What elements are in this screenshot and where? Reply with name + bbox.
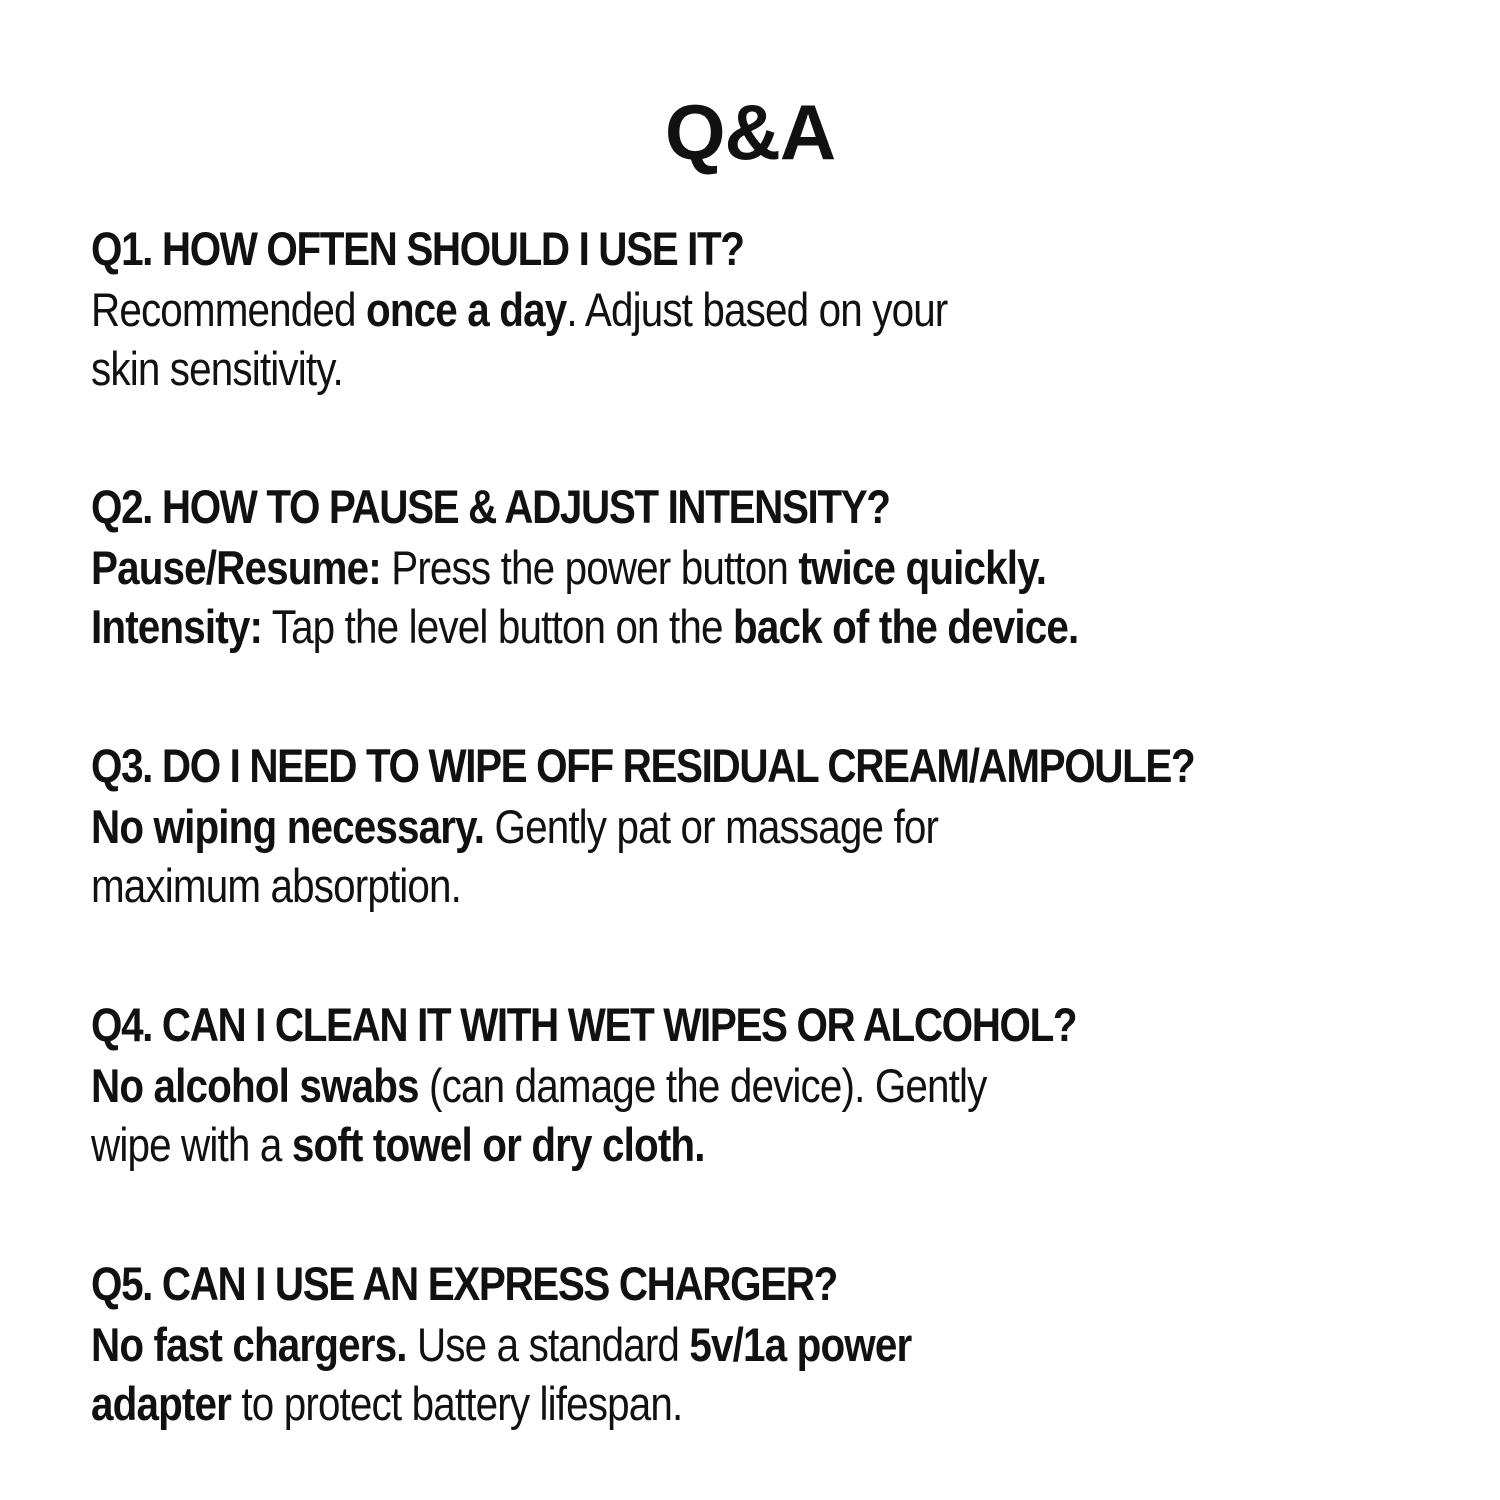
answer-emphasis: soft towel or dry cloth.	[291, 1118, 705, 1171]
answer-text: maximum absorption.	[91, 859, 462, 912]
answer-text: wipe with a	[91, 1118, 292, 1171]
answer-4-line-2	[91, 1115, 1407, 1174]
qa-item-3	[91, 737, 1411, 915]
answer-emphasis: No wiping necessary.	[91, 800, 485, 853]
answer-text: . Adjust based on your	[566, 283, 948, 336]
answer-1-line-2	[91, 339, 1407, 398]
answer-emphasis: once a day	[366, 283, 567, 336]
question-2: Q2. HOW TO PAUSE & ADJUST INTENSITY?	[91, 480, 890, 533]
answer-emphasis: No fast chargers.	[91, 1318, 407, 1371]
answer-4	[91, 1056, 1407, 1174]
answer-emphasis: No alcohol swabs	[91, 1059, 419, 1112]
answer-emphasis: Pause/Resume:	[91, 541, 381, 594]
qa-item-1	[91, 220, 1411, 398]
answer-5-line-2	[91, 1374, 1407, 1433]
answer-emphasis: adapter	[91, 1377, 231, 1430]
question-5: Q5. CAN I USE AN EXPRESS CHARGER?	[91, 1257, 837, 1310]
answer-emphasis: Intensity:	[91, 600, 263, 653]
answer-2-line-1	[91, 538, 1407, 597]
answer-emphasis: back of the device.	[733, 600, 1079, 653]
answer-1-line-1	[91, 280, 1407, 339]
answer-4-line-1	[91, 1056, 1407, 1115]
answer-text: Press the power button	[380, 541, 799, 594]
answer-text: Gently pat or massage for	[484, 800, 939, 853]
question-4: Q4. CAN I CLEAN IT WITH WET WIPES OR ALCOHOL?	[91, 998, 1077, 1051]
answer-5-line-1	[91, 1315, 1407, 1374]
answer-1	[91, 280, 1407, 398]
answer-2-line-2	[91, 597, 1407, 656]
qa-item-2	[91, 478, 1411, 656]
answer-3-line-2	[91, 856, 1407, 915]
answer-text: Tap the level button on the	[262, 600, 734, 653]
question-1: Q1. HOW OFTEN SHOULD I USE IT?	[91, 222, 744, 275]
answer-5	[91, 1315, 1407, 1433]
answer-emphasis: 5v/1a power	[689, 1318, 912, 1371]
answer-3-line-1	[91, 797, 1407, 856]
answer-text: Use a standard	[406, 1318, 690, 1371]
answer-text: (can damage the device). Gently	[418, 1059, 987, 1112]
answer-text: Recommended	[91, 283, 367, 336]
qa-item-4	[91, 996, 1411, 1174]
answer-text: to protect battery lifespan.	[230, 1377, 683, 1430]
answer-3	[91, 797, 1407, 915]
answer-text: skin sensitivity.	[91, 342, 343, 395]
page-title: Q&A	[664, 88, 836, 176]
question-3: Q3. DO I NEED TO WIPE OFF RESIDUAL CREAM/AMPOULE?	[91, 739, 1195, 792]
qa-item-5	[91, 1255, 1411, 1433]
answer-emphasis: twice quickly.	[798, 541, 1047, 594]
answer-2	[91, 538, 1407, 656]
